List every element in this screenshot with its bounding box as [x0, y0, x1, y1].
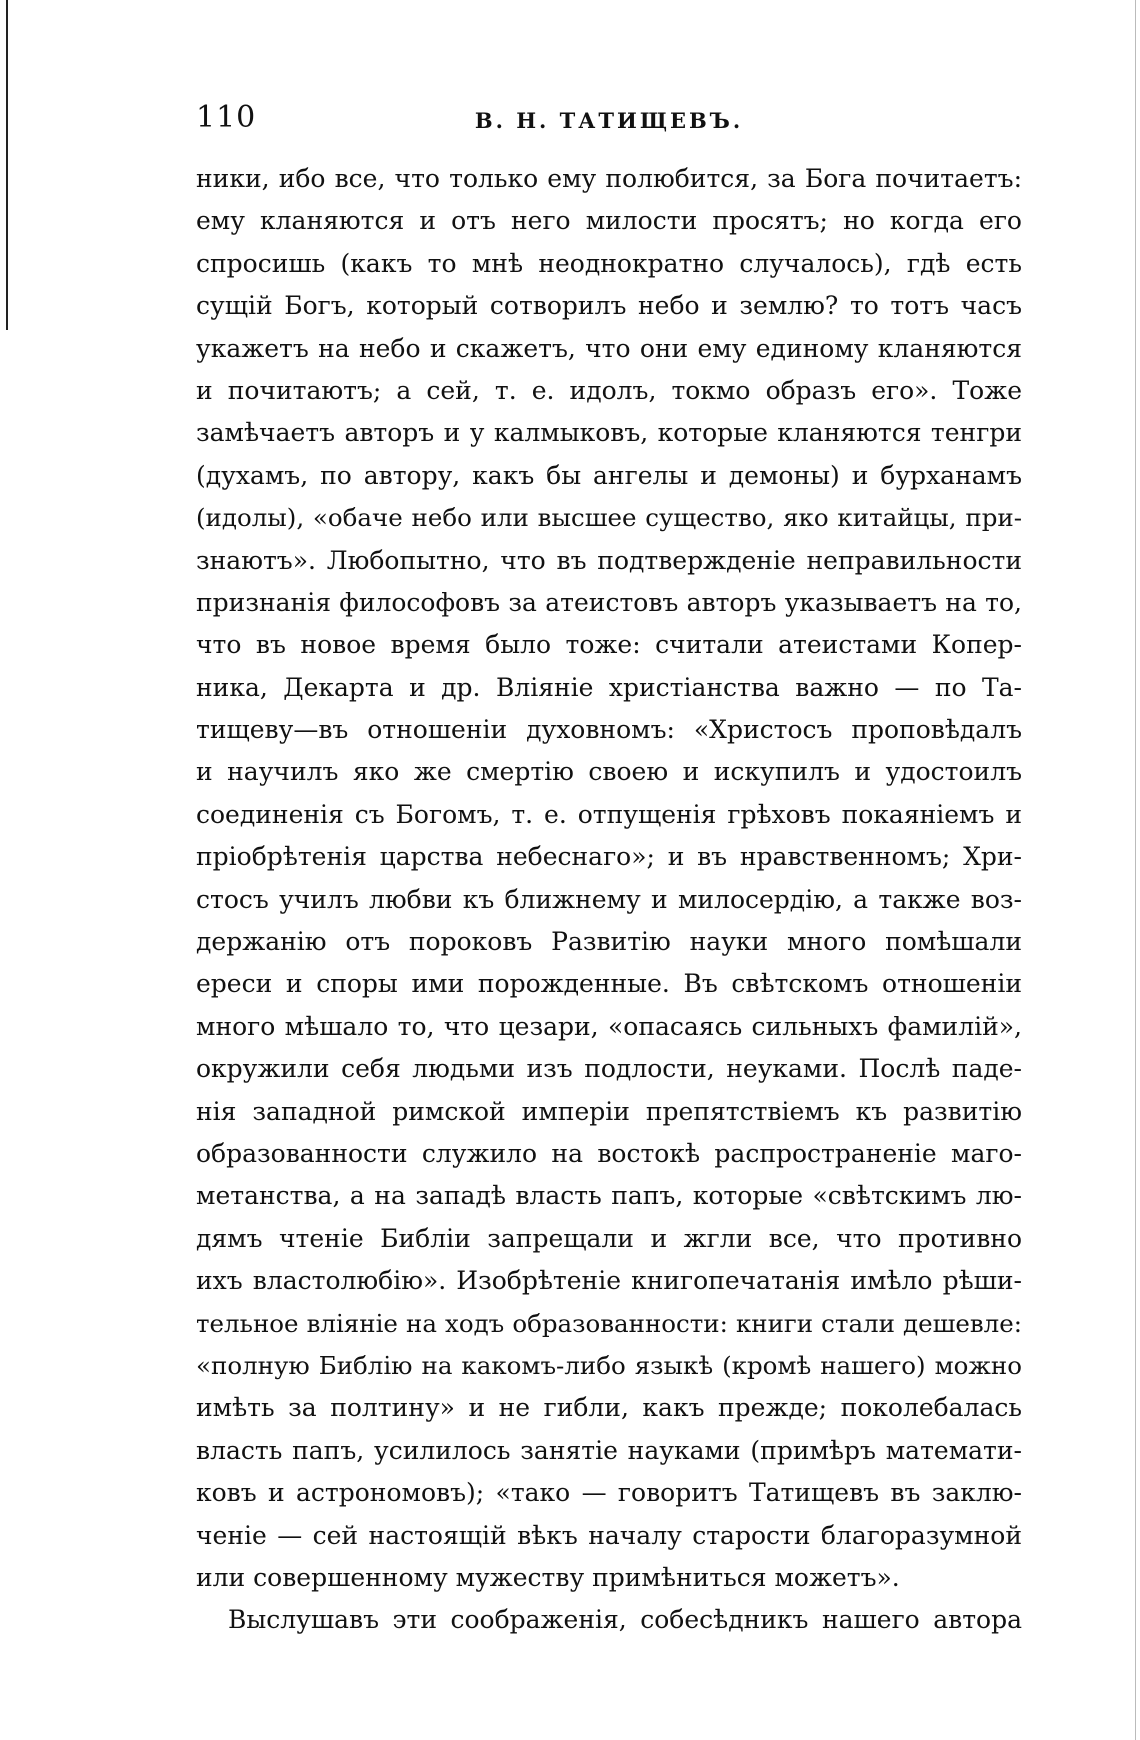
text-line: и научилъ яко же смертію своею и искупилъ и удостоилъ: [196, 757, 1022, 787]
text-line: ника, Декарта и др. Вліяніе христіанства важно — по Та-: [196, 672, 1022, 702]
text-line: что въ новое время было тоже: считали атеистами Копер-: [196, 630, 1022, 660]
text-line: ковъ и астрономовъ); «тако — говоритъ Татищевъ въ заклю-: [196, 1478, 1022, 1508]
body-text: [196, 158, 1022, 1642]
text-line: «полную Библію на какомъ-либо языкѣ (кромѣ нашего) можно: [196, 1350, 1022, 1380]
running-head: [196, 100, 1022, 140]
text-line: нія западной римской имперіи препятствіемъ къ развитію: [196, 1096, 1022, 1126]
text-line: укажетъ на небо и скажетъ, что они ему единому кланяются: [196, 333, 1022, 363]
text-line: признанія философовъ за атеистовъ авторъ указываетъ на то,: [196, 587, 1022, 617]
text-line: окружили себя людьми изъ подлости, неуками. Послѣ паде-: [196, 1054, 1022, 1084]
page-number: 110: [196, 100, 257, 135]
running-title: В. Н. ТАТИЩЕВЪ.: [474, 108, 744, 133]
paragraph-end-line: или совершенному мужеству примѣниться можетъ».: [196, 1562, 900, 1592]
text-line: (идолы), «обаче небо или высшее существо, яко китайцы, при-: [196, 503, 1022, 533]
text-line: ченіе — сей настоящій вѣкъ началу старости благоразумной: [196, 1520, 1022, 1550]
text-line: сущій Богъ, который сотворилъ небо и землю? то тотъ часъ: [196, 291, 1022, 321]
text-line: замѣчаетъ авторъ и у калмыковъ, которые кланяются тенгри: [196, 418, 1022, 448]
text-line: пріобрѣтенія царства небеснаго»; и въ нравственномъ; Хри-: [196, 842, 1022, 872]
text-line: ереси и споры ими порожденные. Въ свѣтскомъ отношеніи: [196, 969, 1022, 999]
text-line: метанства, а на западѣ власть папъ, которые «свѣтскимъ лю-: [196, 1181, 1022, 1211]
text-line: ему кланяются и отъ него милости просятъ; но когда его: [196, 206, 1022, 236]
text-line: тищеву—въ отношеніи духовномъ: «Христосъ проповѣдалъ: [196, 715, 1022, 745]
text-line: власть папъ, усилилось занятіе науками (примѣръ математи-: [196, 1435, 1022, 1465]
text-line: соединенія съ Богомъ, т. е. отпущенія грѣховъ покаяніемъ и: [196, 799, 1022, 829]
text-line: ихъ властолюбію». Изобрѣтеніе книгопечатанія имѣло рѣши-: [196, 1266, 1022, 1296]
scan-edge-left: [6, 0, 8, 330]
text-line: имѣть за полтину» и не гибли, какъ прежде; поколебалась: [196, 1393, 1022, 1423]
text-line: (духамъ, по автору, какъ бы ангелы и демоны) и бурханамъ: [196, 460, 1022, 490]
text-line: дямъ чтеніе Библіи запрещали и жгли все, что противно: [196, 1223, 1022, 1253]
scan-edge-right: [1135, 0, 1136, 1740]
paragraph-start-line: Выслушавъ эти соображенія, собесѣдникъ нашего автора: [228, 1605, 1022, 1635]
text-line: и почитаютъ; а сей, т. е. идолъ, токмо образъ его». Тоже: [196, 375, 1022, 405]
text-line: стосъ училъ любви къ ближнему и милосердію, а также воз-: [196, 884, 1022, 914]
text-line: ники, ибо все, что только ему полюбится, за Бога почитаетъ:: [196, 164, 1022, 193]
text-line: тельное вліяніе на ходъ образованности: книги стали дешевле:: [196, 1308, 1022, 1338]
text-line: образованности служило на востокѣ распространеніе маго-: [196, 1138, 1022, 1168]
text-line: держанію отъ пороковъ Развитію науки много помѣшали: [196, 927, 1022, 957]
text-line: знаютъ». Любопытно, что въ подтвержденіе неправильности: [196, 545, 1022, 575]
text-line: спросишь (какъ то мнѣ неоднократно случалось), гдѣ есть: [196, 248, 1022, 278]
text-line: много мѣшало то, что цезари, «опасаясь сильныхъ фамилій»,: [196, 1011, 1022, 1041]
